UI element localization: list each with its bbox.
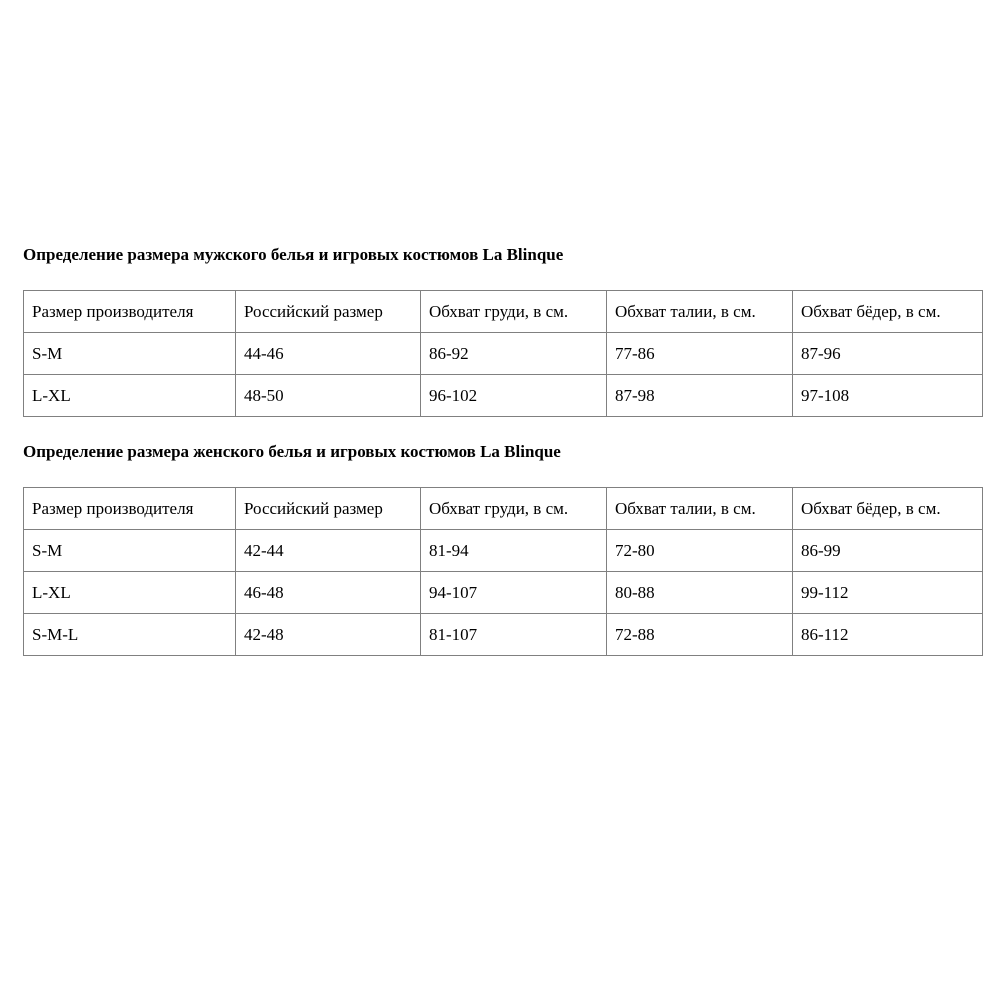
table-cell: 86-99 <box>793 530 983 572</box>
table-header-row <box>24 291 983 333</box>
table-cell: 86-92 <box>421 333 607 375</box>
table-cell: 42-48 <box>236 614 421 656</box>
table-cell: S-M <box>24 530 236 572</box>
header-cell-hips: Обхват бёдер, в см. <box>793 291 983 333</box>
table-cell: 48-50 <box>236 375 421 417</box>
table-cell: 72-88 <box>607 614 793 656</box>
header-cell-russian-size: Российский размер <box>236 488 421 530</box>
header-cell-chest: Обхват груди, в см. <box>421 291 607 333</box>
table-cell: S-M-L <box>24 614 236 656</box>
table-cell: 77-86 <box>607 333 793 375</box>
header-cell-manufacturer-size: Размер производителя <box>24 488 236 530</box>
table-cell: 72-80 <box>607 530 793 572</box>
table-cell: L-XL <box>24 375 236 417</box>
section-title-men: Определение размера мужского белья и игровых костюмов La Blinque <box>23 245 564 264</box>
table-row <box>24 572 983 614</box>
table-cell: 97-108 <box>793 375 983 417</box>
table-cell: 44-46 <box>236 333 421 375</box>
header-cell-waist: Обхват талии, в см. <box>607 291 793 333</box>
header-cell-russian-size: Российский размер <box>236 291 421 333</box>
table-header-row <box>24 488 983 530</box>
size-table-men <box>23 290 983 417</box>
header-cell-hips: Обхват бёдер, в см. <box>793 488 983 530</box>
table-cell: 87-98 <box>607 375 793 417</box>
table-row <box>24 375 983 417</box>
table-cell: 81-107 <box>421 614 607 656</box>
table-cell: 46-48 <box>236 572 421 614</box>
header-cell-chest: Обхват груди, в см. <box>421 488 607 530</box>
table-row <box>24 614 983 656</box>
table-cell: L-XL <box>24 572 236 614</box>
table-cell: 94-107 <box>421 572 607 614</box>
table-cell: 99-112 <box>793 572 983 614</box>
table-cell: S-M <box>24 333 236 375</box>
size-table-women <box>23 487 983 656</box>
table-cell: 86-112 <box>793 614 983 656</box>
table-cell: 80-88 <box>607 572 793 614</box>
section-title-women: Определение размера женского белья и игровых костюмов La Blinque <box>23 442 561 461</box>
header-cell-manufacturer-size: Размер производителя <box>24 291 236 333</box>
table-row <box>24 333 983 375</box>
table-cell: 87-96 <box>793 333 983 375</box>
table-cell: 81-94 <box>421 530 607 572</box>
table-row <box>24 530 983 572</box>
table-cell: 42-44 <box>236 530 421 572</box>
header-cell-waist: Обхват талии, в см. <box>607 488 793 530</box>
table-cell: 96-102 <box>421 375 607 417</box>
